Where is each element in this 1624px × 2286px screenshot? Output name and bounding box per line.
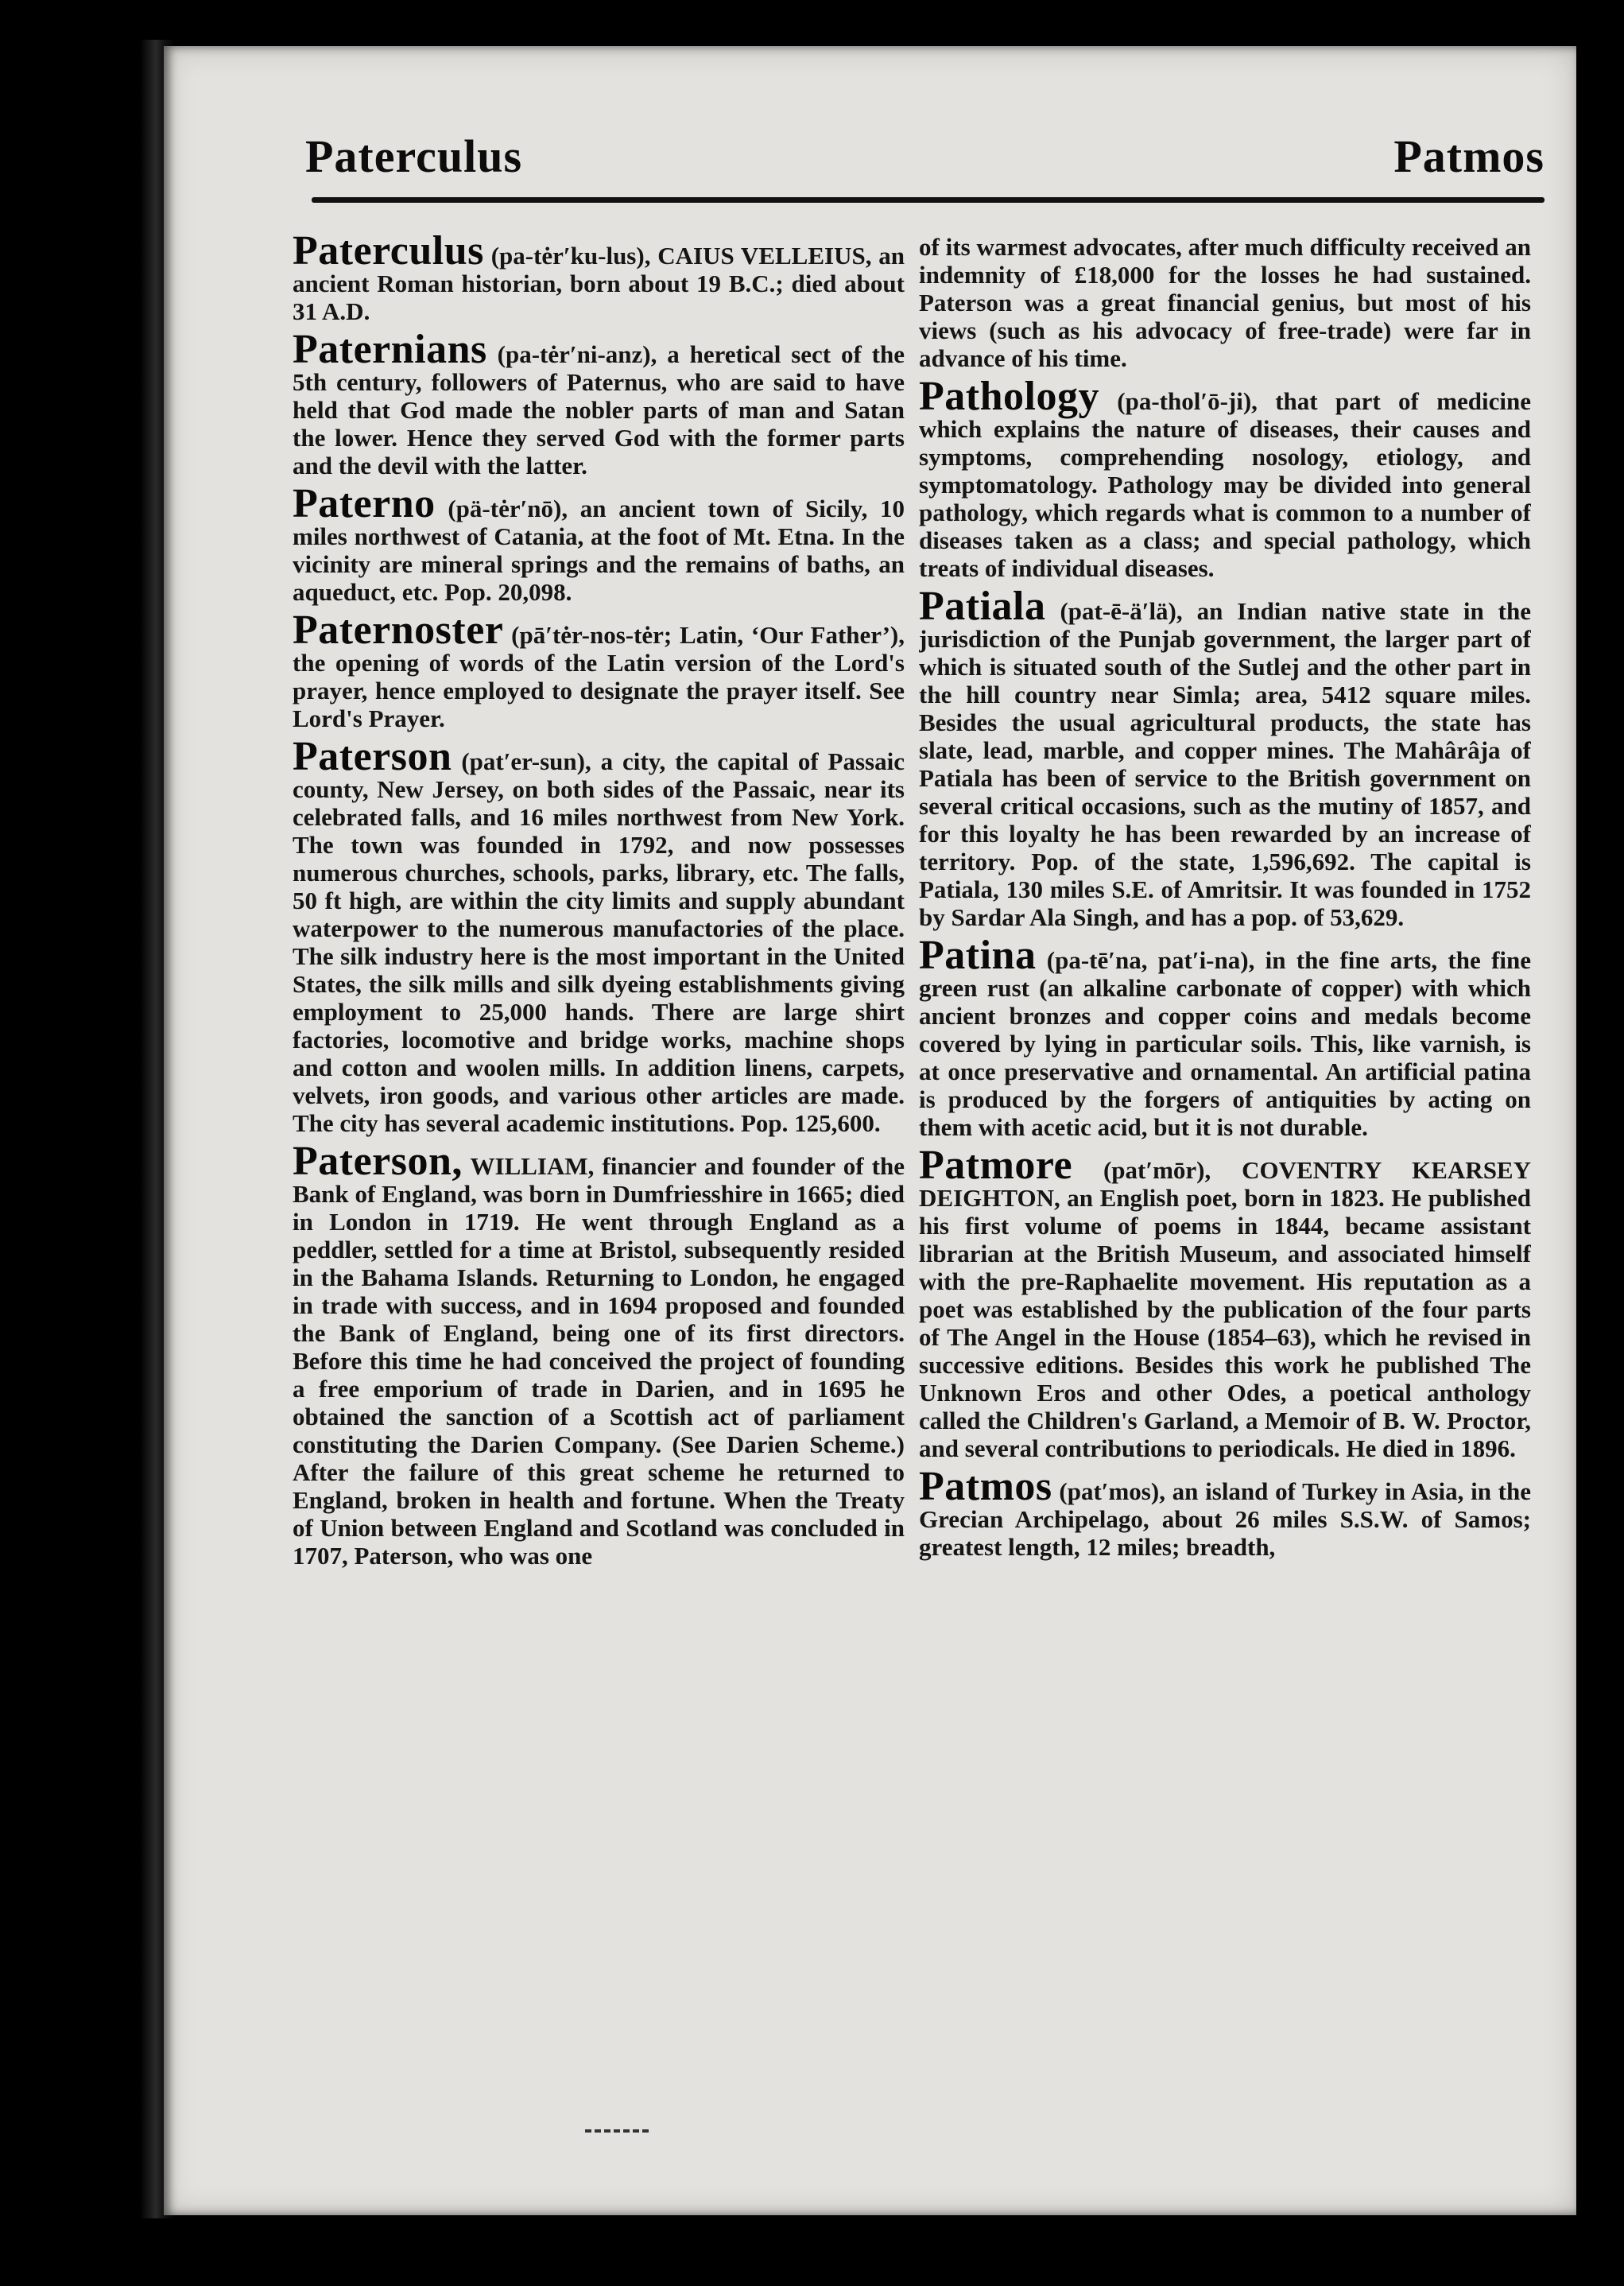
entry-text: WILLIAM, financier and founder of the Bank of England, was born in Dumfriesshire in 1665; died in London in 1719. He went through England as a peddler, settled for a time at Bristol, subsequently resided in the Bahama Islands. Returning to London, he engaged in trade with success, and in 1694 proposed and founded the Bank of England, being one of its first directors. Before this time he had conceived the project of founding a free emporium of trade in Darien, and in 1695 he obtained the sanction of a Scottish act of parliament constituting the Darien Company. (See Darien Scheme.) After the failure of this great scheme he returned to England, broken in health and fortune. When the Treaty of Union between England and Scotland was concluded in 1707, Paterson, who was one	[293, 1152, 905, 1570]
entry-text: (pat′mos), an island of Turkey in Asia, in the Grecian Archipelago, about 26 miles S.S.W. of Samos; greatest length, 12 miles; breadth,	[919, 1477, 1531, 1561]
headword: Patmos	[919, 1464, 1052, 1509]
entry-text: (pat-ē-ä′lä), an Indian native state in the jurisdiction of the Punjab government, the larger part of which is situated south of the Sutlej and the other part in the hill country near Simla; area, 5412 square miles. Besides the usual agricultural products, the state has slate, lead, marble, and copper mines. The Mahârâja of Patiala has been of service to the British government on several critical occasions, such as the mutiny of 1857, and for this loyalty he has been rewarded by an increase of territory. Pop. of the state, 1,596,692. The capital is Patiala, 130 miles S.E. of Amritsir. It was founded in 1752 by Sardar Ala Singh, and has a pop. of 53,629.	[919, 597, 1531, 931]
entry-patmore	[919, 1143, 1531, 1462]
entry-text: of its warmest advocates, after much difficulty received an indemnity of £18,000 for the losses he had sustained. Paterson was a great financial genius, but most of his views (such as his advocacy of free-trade) were far in advance of his time.	[919, 233, 1531, 372]
headword: Paterculus	[293, 233, 484, 274]
headword: Paternians	[293, 327, 487, 372]
entry-text: (pā′tėr-nos-tėr; Latin, ‘Our Father’), the opening of words of the Latin version of the Lord's prayer, hence employed to designate the prayer itself. See Lord's Prayer.	[293, 621, 905, 732]
entry-text: (pa-tē′na, pat′i-na), in the fine arts, the fine green rust (an alkaline carbonate of copper) with which ancient bronzes and copper coins and medals become covered by lying in particular soils. This, like varnish, is at once preservative and ornamental. An artificial patina is produced by the forgers of antiquities by acting on them with acetic acid, but it is not durable.	[919, 946, 1531, 1141]
headword: Paterson	[293, 734, 452, 779]
entry-patiala	[919, 584, 1531, 931]
entry-text: (pa-tėr′ni-anz), a heretical sect of the 5th century, followers of Paternus, who are said to have held that God made the nobler parts of man and Satan the lower. Hence they served God with the former parts and the devil with the latter.	[293, 340, 905, 479]
headword: Paterno	[293, 481, 436, 526]
entry-paternians	[293, 327, 905, 479]
entry-paterculus	[293, 233, 905, 325]
page-foot-mark	[585, 2129, 649, 2136]
headword: Patmore	[919, 1143, 1073, 1188]
headword: Patina	[919, 933, 1037, 978]
entry-text: (pä-tėr′nō), an ancient town of Sicily, 10 miles northwest of Catania, at the foot of Mt. Etna. In the vicinity are mineral springs and the remains of baths, an aqueduct, etc. Pop. 20,098.	[293, 495, 905, 606]
entry-text: (pa-tėr′ku-lus), CAIUS VELLEIUS, an ancient Roman historian, born about 19 B.C.; died about 31 A.D.	[293, 242, 905, 325]
running-head-left: Paterculus	[305, 130, 523, 182]
entry-paterson-city	[293, 734, 905, 1137]
entry-patina	[919, 933, 1531, 1141]
entry-paternoster	[293, 607, 905, 732]
headword: Paternoster	[293, 607, 504, 653]
dictionary-page	[164, 46, 1576, 2215]
running-head-right: Patmos	[1393, 130, 1545, 182]
entry-text: (pa-thol′ō-ji), that part of medicine which explains the nature of diseases, their causes and symptoms, comprehending nosology, etiology, and symptomatology. Pathology may be divided into general pathology, which regards what is common to a number of diseases taken as a class; and special pathology, which treats of individual diseases.	[919, 387, 1531, 582]
headword: Patiala	[919, 584, 1046, 629]
right-column	[919, 233, 1531, 2102]
headword: Paterson,	[293, 1139, 463, 1184]
entry-paterson-william	[293, 1139, 905, 1570]
left-column	[293, 233, 905, 2102]
entry-paterno	[293, 481, 905, 606]
entry-text: (pat′mōr), COVENTRY KEARSEY DEIGHTON, an English poet, born in 1823. He published his first volume of poems in 1844, became assistant librarian at the British Museum, and associated himself with the pre-Raphaelite movement. His reputation as a poet was established by the publication of the four parts of The Angel in the House (1854–63), which he revised in successive editions. Besides this work he published The Unknown Eros and other Odes, a poetical anthology called the Children's Garland, a Memoir of B. W. Proctor, and several contributions to periodicals. He died in 1896.	[919, 1156, 1531, 1462]
headword: Pathology	[919, 374, 1099, 419]
entry-continuation	[919, 233, 1531, 372]
entry-text: (pat′er-sun), a city, the capital of Passaic county, New Jersey, on both sides of the Passaic, near its celebrated falls, and 16 miles northwest from New York. The town was founded in 1792, and now possesses numerous churches, schools, parks, library, etc. The falls, 50 ft high, are within the city limits and supply abundant waterpower to the numerous manufactories of the place. The silk industry here is the most important in the United States, the silk mills and silk dyeing establishments giving employment to 25,000 hands. There are large shirt factories, locomotive and bridge works, machine shops and cotton and woolen mills. In addition linens, carpets, velvets, iron goods, and various other articles are made. The city has several academic institutions. Pop. 125,600.	[293, 747, 905, 1137]
header-rule	[312, 197, 1545, 203]
entry-pathology	[919, 374, 1531, 582]
entry-patmos	[919, 1464, 1531, 1561]
